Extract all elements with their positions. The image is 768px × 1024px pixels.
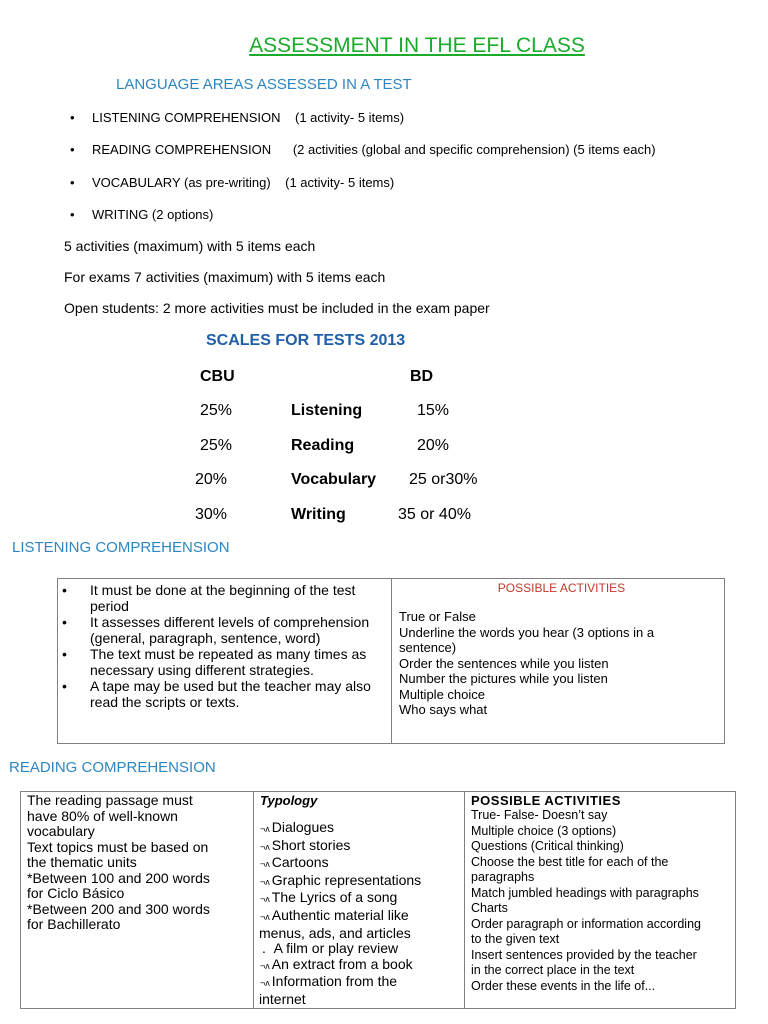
bullet-icon: ¬ᴧ [260,859,270,870]
bullet-icon: ¬ᴧ [260,978,270,989]
activity-line: Choose the best title for each of the [471,854,669,869]
typology-item: ¬ᴧ Information from the [260,973,398,990]
activity-line: Order paragraph or information according [471,916,701,931]
area-item: • READING COMPREHENSION (2 activities (global and specific comprehension) (5 items each) [70,142,656,157]
text-line: *Between 200 and 300 words [27,900,210,917]
typology-item: ¬ᴧ The Lyrics of a song [260,889,398,906]
typology-item: ¬ᴧ Graphic representations [260,871,422,888]
scale-cbu: 20% [195,471,228,488]
scale-cbu: 30% [195,506,228,523]
text-line: for Bachillerato [27,916,121,932]
activity-line: Who says what [399,702,488,717]
scale-cbu: 25% [200,402,233,419]
activity-line: to the given text [471,932,560,946]
text-line: *Between 100 and 200 words [27,869,210,886]
area-item: • WRITING (2 options) [70,207,214,222]
typology-item: ¬ᴧ Dialogues [260,819,335,835]
activities-title: POSSIBLE ACTIVITIES [497,581,626,595]
activity-line: True- False- Doesn’t say [471,808,608,822]
scales-header-bd: BD [410,368,434,385]
bullet-icon: ¬ᴧ [260,824,270,834]
text-line: have 80% of well-known [27,807,178,824]
activity-line: Order these events in the life of... [471,978,656,993]
reading-requirements-cell [21,792,254,1009]
typology-item-cont: internet [259,990,306,1007]
scale-skill: Reading [291,437,355,454]
activity-line: in the correct place in the text [471,963,635,977]
typology-item: . A film or play review [262,940,399,957]
bullet-icon: ¬ᴧ [260,841,270,852]
reading-heading: READING COMPREHENSION [9,759,216,776]
activity-line: Match jumbled headings with paragraphs [471,885,699,900]
reading-table [20,791,736,1009]
scales-title: SCALES FOR TESTS 2013 [206,332,406,349]
scale-bd: 25 or30% [409,471,478,488]
scales-header-cbu: CBU [200,368,235,385]
activity-line: Charts [471,901,508,915]
bullet-icon: • [70,110,75,125]
note-line: For exams 7 activities (maximum) with 5 items each [64,269,386,285]
list-item: • A tape may be used but the teacher may also read the scripts or texts. [78,678,391,710]
listening-heading: LISTENING COMPREHENSION [12,539,230,556]
scale-bd: 35 or 40% [398,506,471,523]
text-line: vocabulary [27,823,95,839]
typology-title: Typology [260,793,318,808]
text-line: The reading passage must [27,792,193,808]
listening-activities-cell [392,579,725,744]
activity-line: paragraphs [471,870,535,884]
reading-typology-cell [254,792,465,1009]
list-item: • It must be done at the beginning of the test period [78,582,391,614]
typology-item-cont: menus, ads, and articles [259,924,411,941]
typology-item: ¬ᴧ An extract from a book [260,955,413,972]
scale-skill: Listening [291,402,363,419]
activity-line: Questions (Critical thinking) [471,839,624,853]
activity-line: Insert sentences provided by the teacher [471,947,697,962]
scale-skill: Vocabulary [291,471,377,488]
typology-item: ¬ᴧ Authentic material like [260,906,409,923]
scale-cbu: 25% [200,437,233,454]
typology-item: ¬ᴧ Short stories [260,836,351,853]
page-title: ASSESSMENT IN THE EFL CLASS [249,34,585,57]
bullet-icon: ¬ᴧ [260,911,270,922]
scale-bd: 15% [417,402,450,419]
list-item: • It assesses different levels of comprehension (general, paragraph, sentence, word) [78,614,391,646]
bullet-icon: • [70,142,75,157]
text-line: for Ciclo Básico [27,885,125,901]
text-line: the thematic units [27,854,137,870]
area-item: • VOCABULARY (as pre-writing) (1 activity- 5 items) [70,175,395,190]
activity-line: Underline the words you hear (3 options in a [399,624,655,640]
bullet-icon: • [70,175,75,190]
bullet-icon: • [70,207,75,222]
scale-skill: Writing [291,506,346,523]
bullet-icon: ¬ᴧ [260,894,270,905]
activity-line: Order the sentences while you listen [399,655,609,671]
area-item: • LISTENING COMPREHENSION (1 activity- 5 items) [70,110,405,125]
section-subtitle: LANGUAGE AREAS ASSESSED IN A TEST [116,76,412,93]
activity-line: True or False [399,609,476,624]
listening-points-cell [58,579,392,744]
bullet-icon: ¬ᴧ [260,960,270,971]
activity-line: Multiple choice (3 options) [471,823,617,838]
activity-line: Multiple choice [399,686,485,702]
activity-line: sentence) [399,640,457,655]
note-line: Open students: 2 more activities must be included in the exam paper [64,300,490,316]
listening-points [58,582,391,710]
activity-line: Number the pictures while you listen [399,671,608,686]
typology-item: ¬ᴧ Cartoons [260,854,329,871]
listening-table [57,578,725,744]
activities-title: POSSIBLE ACTIVITIES [471,793,621,808]
scale-bd: 20% [417,437,450,454]
reading-activities-cell [465,792,736,1009]
note-line: 5 activities (maximum) with 5 items each [64,238,316,254]
list-item: • The text must be repeated as many times as necessary using different strategies. [78,646,391,678]
bullet-icon: ¬ᴧ [260,876,270,887]
text-line: Text topics must be based on [27,838,209,855]
